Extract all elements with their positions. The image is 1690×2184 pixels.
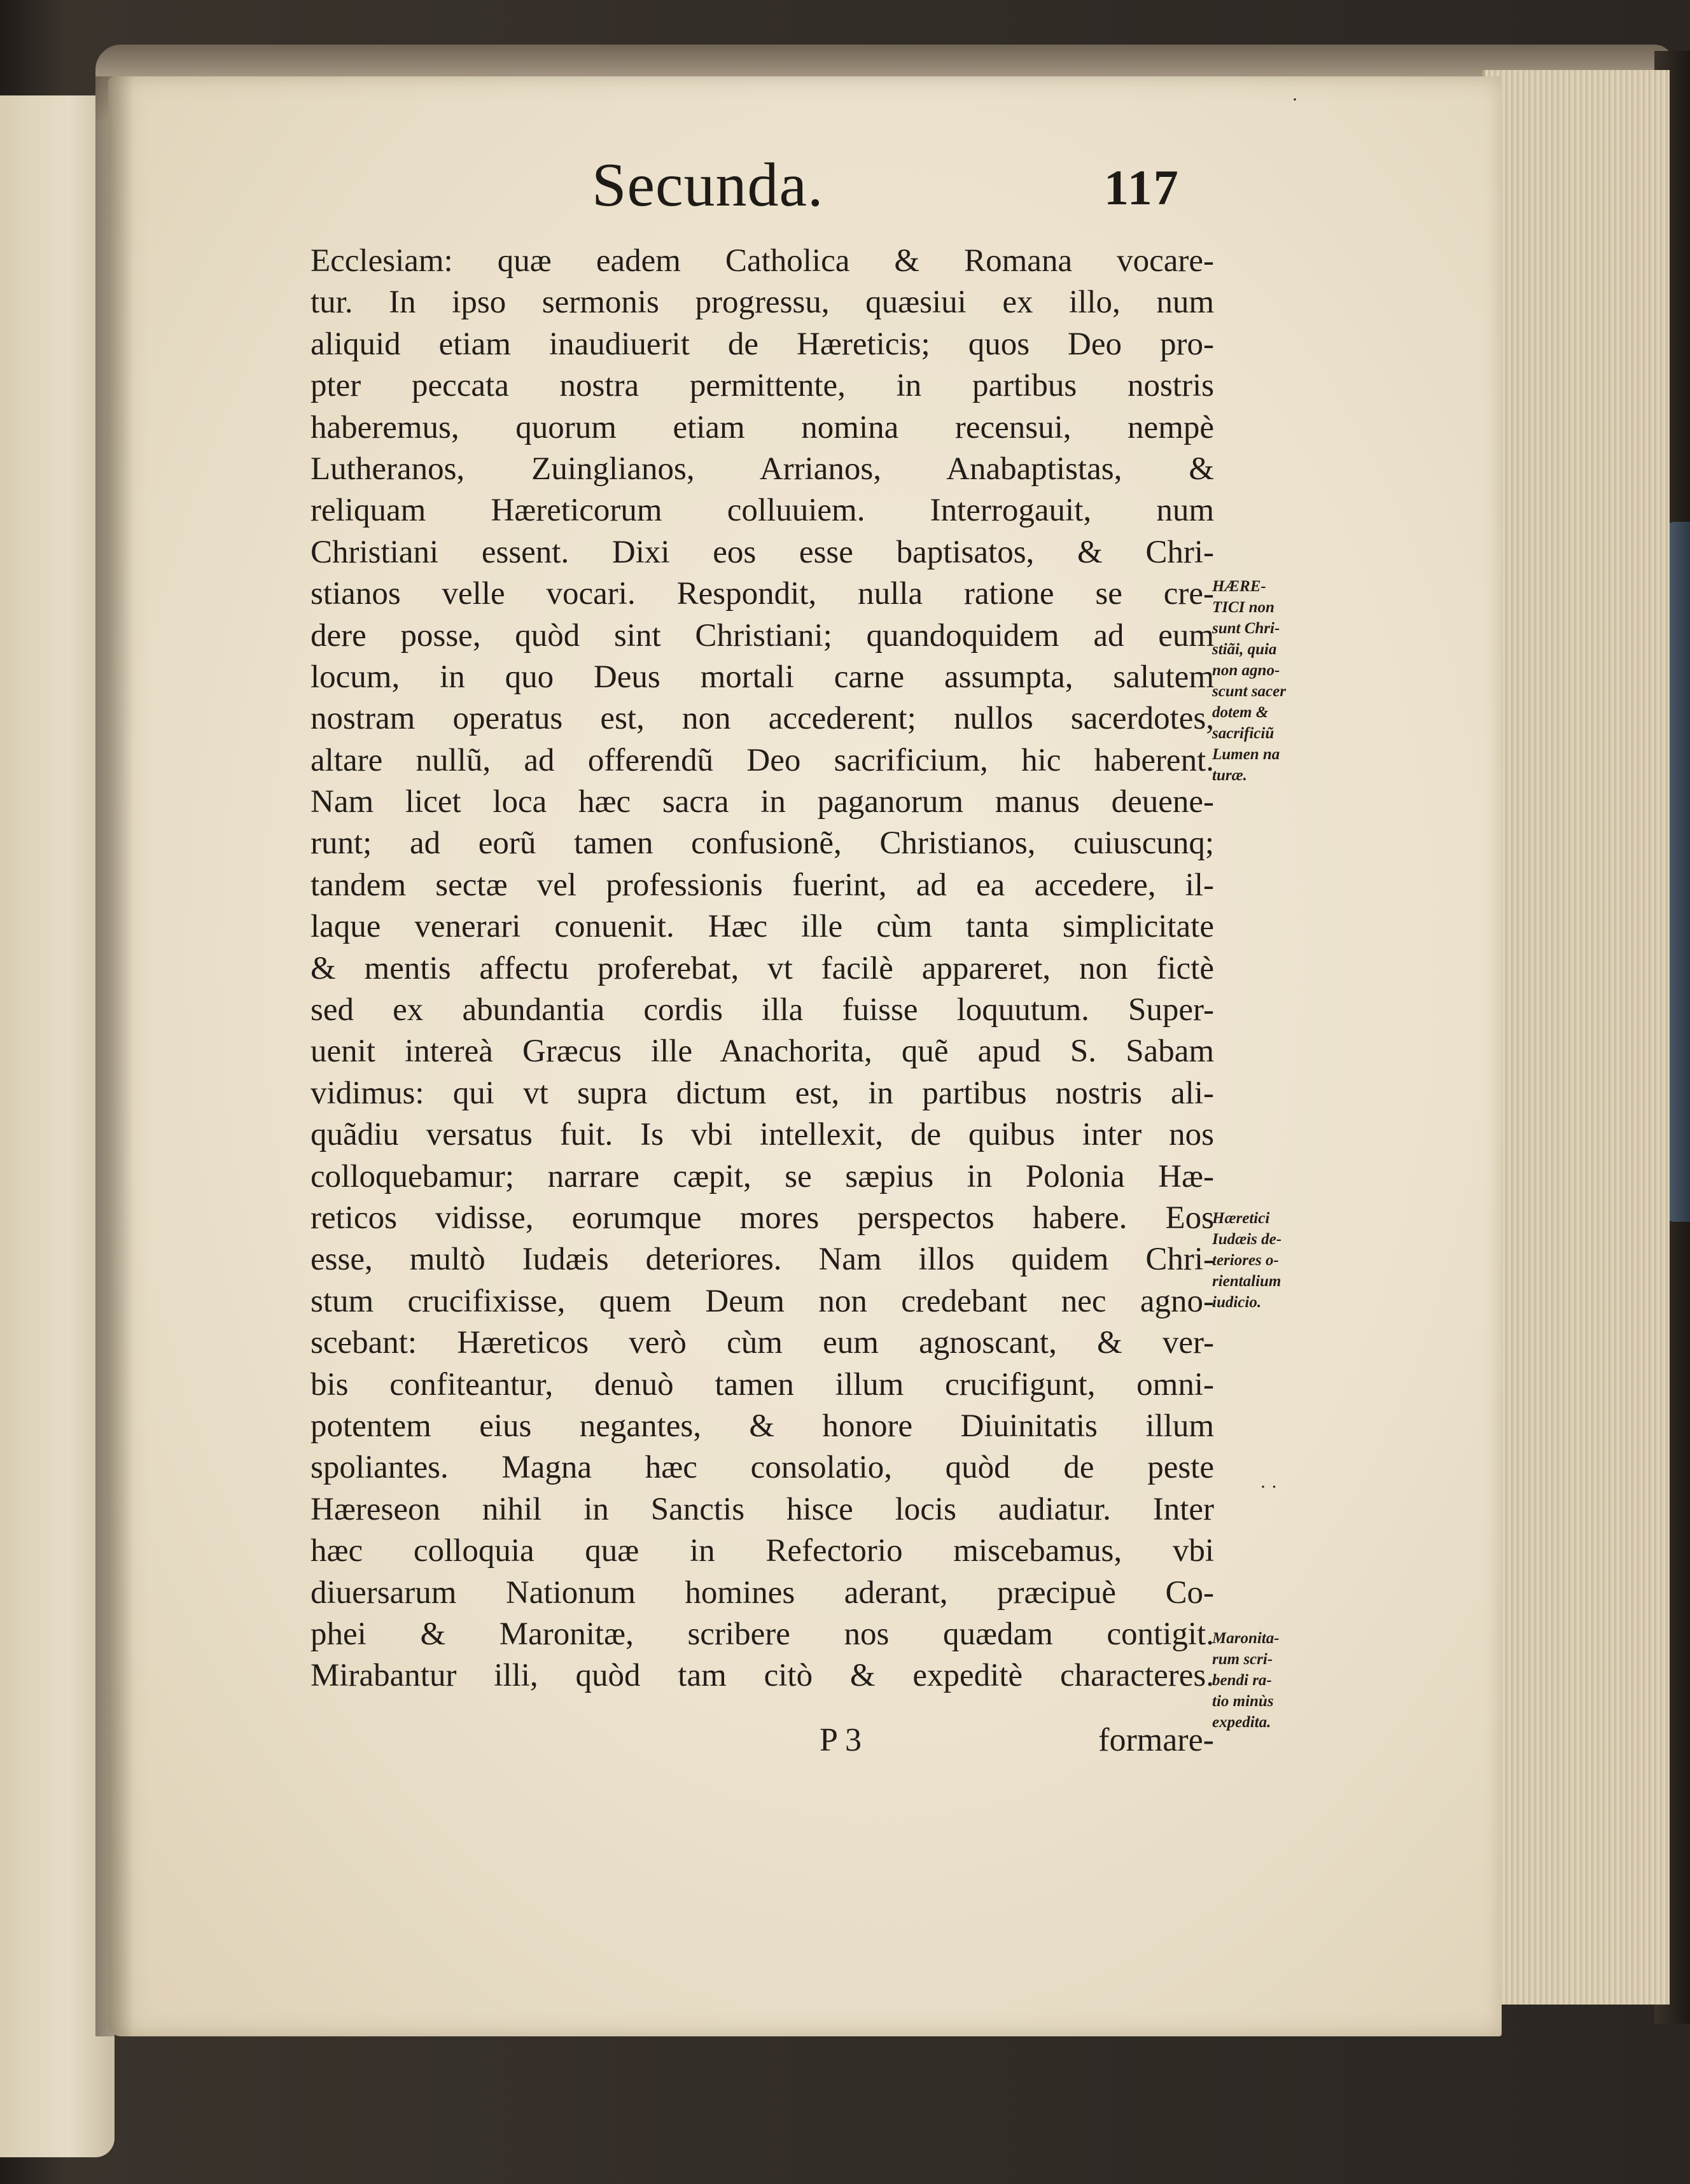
text-line: reliquam Hæreticorum colluuiem. Interrogauit, num: [311, 493, 1214, 529]
text-line: tandem sectæ vel professionis fuerint, ad ea accedere, il-: [311, 867, 1214, 903]
text-line: sed ex abundantia cordis illa fuisse loquutum. Super-: [311, 992, 1214, 1028]
marginal-note-line: Lumen na: [1212, 746, 1280, 763]
marginal-note-heretics: [1212, 576, 1339, 786]
text-line: Ecclesiam: quæ eadem Catholica & Romana vocare-: [311, 243, 1214, 279]
ink-speck: ·: [1292, 89, 1298, 110]
marginal-note-line: turæ.: [1212, 767, 1247, 784]
text-line: runt; ad eorũ tamen confusionẽ, Christianos, cuiuscunq;: [311, 825, 1214, 862]
marginal-note-line: sunt Chri-: [1212, 620, 1280, 637]
gutter-shadow: [95, 76, 134, 2036]
signature-mark: P 3: [820, 1722, 862, 1758]
page-stack-edges: [1483, 70, 1670, 2005]
text-line: scebant: Hæreticos verò cùm eum agnoscant, & ver-: [311, 1325, 1214, 1361]
marginal-note-line: sacrificiũ: [1212, 725, 1274, 742]
marginal-note-heretics-worse: [1212, 1208, 1339, 1313]
text-line: & mentis affectu proferebat, vt facilè appareret, non fictè: [311, 950, 1214, 986]
text-line: pter peccata nostra permittente, in partibus nostris: [311, 368, 1214, 404]
text-line: stum crucifixisse, quem Deum non credebant nec agno-: [311, 1283, 1214, 1319]
marginal-note-line: dotem &: [1212, 704, 1269, 721]
running-head: Secunda.: [592, 151, 824, 220]
text-line: dere posse, quòd sint Christiani; quandoquidem ad eum: [311, 617, 1214, 654]
marginal-note-line: iudicio.: [1212, 1294, 1262, 1311]
text-line: diuersarum Nationum homines aderant, præcipuè Co-: [311, 1574, 1214, 1611]
text-line: Hæreseon nihil in Sanctis hisce locis audiatur. Inter: [311, 1491, 1214, 1527]
text-line: vidimus: qui vt supra dictum est, in partibus nostris ali-: [311, 1075, 1214, 1111]
ink-speck: · ·: [1260, 1476, 1278, 1497]
marginal-note-line: expedita.: [1212, 1714, 1271, 1731]
marginal-note-line: stiãi, quia: [1212, 641, 1277, 658]
text-line: colloquebamur; narrare cæpit, se sæpius in Polonia Hæ-: [311, 1158, 1214, 1194]
bookmark-ribbon: [1668, 522, 1690, 1222]
text-line: spoliantes. Magna hæc consolatio, quòd de peste: [311, 1450, 1214, 1486]
catchword: formare-: [1098, 1722, 1214, 1758]
text-line: hæc colloquia quæ in Refectorio miscebamus, vbi: [311, 1533, 1214, 1569]
marginal-note-line: rientalium: [1212, 1273, 1281, 1290]
page-footer: [311, 1721, 1214, 1766]
marginal-note-line: scunt sacer: [1212, 683, 1286, 700]
text-line: uenit intereà Græcus ille Anachorita, quẽ apud S. Sabam: [311, 1033, 1214, 1070]
marginal-note-line: rum scri-: [1212, 1651, 1273, 1668]
text-line: aliquid etiam inaudiuerit de Hæreticis; quos Deo pro-: [311, 326, 1214, 362]
text-line: Lutheranos, Zuinglianos, Arrianos, Anabaptistas, &: [311, 451, 1214, 487]
text-line: quãdiu versatus fuit. Is vbi intellexit, de quibus inter nos: [311, 1117, 1214, 1153]
text-line: Nam licet loca hæc sacra in paganorum manus deuene-: [311, 784, 1214, 820]
marginal-note-line: HÆRE-: [1212, 578, 1266, 595]
text-line: altare nullũ, ad offerendũ Deo sacrificium, hic haberent.: [311, 742, 1214, 778]
marginal-note-line: bendi ra-: [1212, 1672, 1272, 1689]
text-line: Mirabantur illi, quòd tam citò & expeditè characteres.: [311, 1658, 1214, 1694]
marginal-note-line: non agno-: [1212, 662, 1280, 679]
marginal-note-line: teriores o-: [1212, 1252, 1279, 1269]
text-line: potentem eius negantes, & honore Diuinitatis illum: [311, 1408, 1214, 1444]
text-line: stianos velle vocari. Respondit, nulla ratione se cre-: [311, 576, 1214, 612]
text-line: esse, multò Iudæis deteriores. Nam illos quidem Chri-: [311, 1242, 1214, 1278]
marginal-note-line: TICI non: [1212, 599, 1274, 616]
text-line: tur. In ipso sermonis progressu, quæsiui ex illo, num: [311, 284, 1214, 321]
text-line: locum, in quo Deus mortali carne assumpta, salutem: [311, 659, 1214, 695]
text-line: reticos vidisse, eorumque mores perspectos habere. Eos: [311, 1200, 1214, 1236]
marginal-note-line: Maronita-: [1212, 1630, 1280, 1647]
marginal-note-line: Iudæis de-: [1212, 1231, 1282, 1248]
text-line: laque venerari conuenit. Hæc ille cùm tanta simplicitate: [311, 909, 1214, 945]
text-line: haberemus, quorum etiam nomina recensui, nempè: [311, 409, 1214, 445]
text-line: bis confiteantur, denuò tamen illum crucifigunt, omni-: [311, 1366, 1214, 1403]
marginal-note-maronites: [1212, 1628, 1339, 1733]
text-line: nostram operatus est, non accederent; nullos sacerdotes,: [311, 701, 1214, 737]
text-line: phei & Maronitæ, scribere nos quædam contigit.: [311, 1616, 1214, 1652]
marginal-note-line: Hæretici: [1212, 1210, 1270, 1227]
page-number: 117: [1104, 160, 1180, 215]
body-text: [311, 241, 1214, 1697]
marginal-note-line: tio minùs: [1212, 1693, 1274, 1710]
text-line: Christiani essent. Dixi eos esse baptisatos, & Chri-: [311, 534, 1214, 570]
